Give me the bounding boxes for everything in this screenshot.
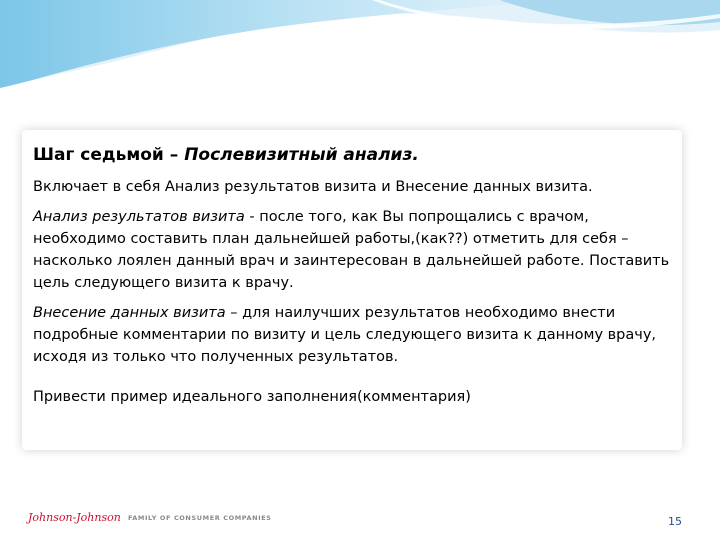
page-number: 15: [668, 515, 682, 528]
data-entry-term: Внесение данных визита: [33, 305, 226, 321]
analysis-term: Анализ результатов визита: [33, 209, 245, 225]
title-prefix: Шаг седьмой –: [33, 145, 185, 165]
content-box: [22, 130, 682, 450]
data-entry-paragraph: [33, 302, 670, 368]
analysis-text: - после того, как Вы попрощались с врачом, необходимо составить план дальнейшей работы,(как??) отметить для себя – насколько лоялен данный врач и заинтересован в дальнейшей работе. Поставить цель следующего визита к врачу.: [33, 209, 670, 291]
slide-title: [33, 144, 670, 166]
intro-paragraph: Включает в себя Анализ результатов визита и Внесение данных визита.: [33, 179, 593, 195]
example-paragraph: Привести пример идеального заполнения(комментария): [33, 389, 471, 405]
company-logo: Johnson-Johnson: [28, 511, 121, 524]
title-emphasis: Послевизитный анализ.: [184, 145, 419, 165]
analysis-paragraph: [33, 206, 670, 294]
top-wave-decoration: [0, 0, 720, 100]
company-tagline: FAMILY OF CONSUMER COMPANIES: [128, 514, 272, 522]
data-entry-text: – для наилучших результатов необходимо внести подробные комментарии по визиту и цель следующего визита к данному врачу, исходя из только что полученных результатов.: [33, 305, 657, 365]
